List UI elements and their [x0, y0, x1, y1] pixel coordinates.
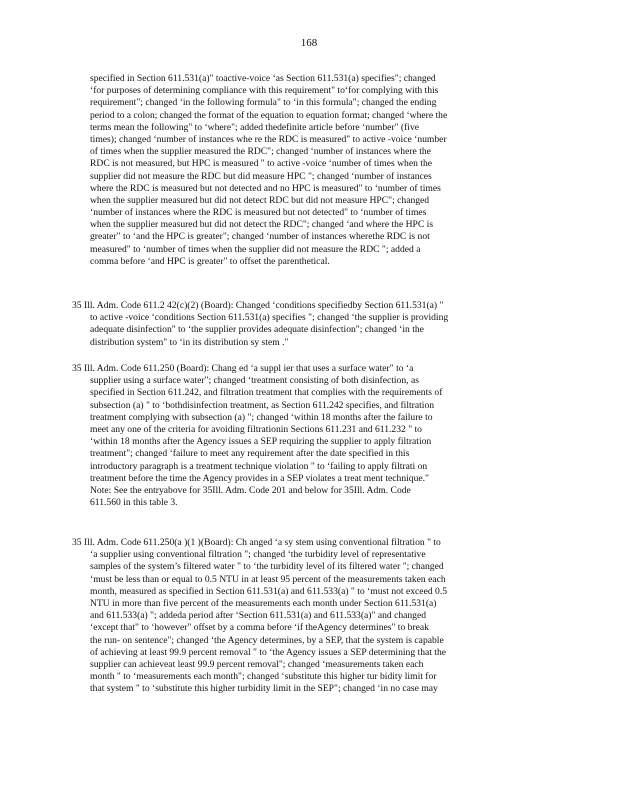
text-line: where the RDC is measured but not detected and no HPC is measured" to ‘number of times [90, 182, 441, 194]
text-line: month " to ‘measurements each month"; changed ‘substitute this higher tur bidity limit for [90, 671, 437, 683]
text-line: when the supplier measured but did not detect RDC but did not measure HPC"; changed [90, 194, 430, 206]
entry-heading-line: 35 Ill. Adm. Code 611.250(a )(1 )(Board): Ch anged ‘a sy stem using conventional filtration " to [72, 537, 441, 548]
text-line: and 611.533(a) "; addeda period after ‘Section 611.531(a) and 611.533(a)" and changed [90, 610, 427, 622]
paragraph-continued [72, 73, 540, 268]
text-line: 611.560 in this table 3. [90, 497, 178, 509]
text-line: measured" to ‘number of times when the supplier did not measure the RDC "; added a [90, 243, 421, 255]
text-line: the run- on sentence"; changed ‘the Agency determines, by a SEP, that the system is capable [90, 634, 444, 646]
text-line: supplier using a surface water"; changed ‘treatment consisting of both disinfection, as [90, 375, 419, 387]
text-line: ‘within 18 months after the Agency issues a SEP requiring the supplier to apply filtration [90, 436, 432, 448]
text-line: distribution system" to ‘in its distribution sy stem ." [90, 336, 289, 348]
text-line: when the supplier measured but did not detect the RDC"; changed ‘and where the HPC is [90, 219, 434, 231]
entry-heading-line: 35 Ill. Adm. Code 611.250 (Board): Chang ed ‘a suppl ier that uses a surface water" to ‘a [72, 363, 414, 374]
text-line: requirement"; changed ‘in the following formula" to ‘in this formula"; changed the ending [90, 97, 437, 109]
text-line: samples of the system’s filtered water " to ‘the turbidity level of its filtered water "; changed [90, 561, 444, 573]
text-line: times); changed ‘number of instances whe re the RDC is measured" to active -voice ‘number [90, 133, 447, 145]
paragraph-611-250 [72, 363, 540, 509]
text-line: Note: See the entryabove for 35Ill. Adm. Code 201 and below for 35Ill. Adm. Code [90, 484, 411, 496]
text-line: supplier can achieveat least 99.9 percent removal"; changed ‘measurements taken each [90, 658, 424, 670]
text-line: specified in Section 611.242, and filtration treatment that complies with the requirements of [90, 387, 443, 399]
paragraph-611-250-a-1 [72, 537, 540, 695]
text-line: ‘for purposes of determining compliance with this requirement" to‘for complying with this [90, 85, 439, 97]
text-line: ‘a supplier using conventional filtration "; changed ‘the turbidity level of representative [90, 549, 426, 561]
text-line: ‘number of instances where the RDC is measured but not detected" to ‘number of times [90, 207, 427, 219]
text-line: supplier did not measure the RDC but did measure HPC "; changed ‘number of instances [90, 170, 432, 182]
entry-heading-line: 35 Ill. Adm. Code 611.2 42(c)(2) (Board): Changed ‘conditions specifiedby Section 611.531(a) " [72, 300, 444, 311]
text-line: that system " to ‘substitute this higher turbidity limit in the SEP"; changed ‘in no case may [90, 683, 438, 695]
text-line: introductory paragraph is a treatment technique violation " to ‘failing to apply filtrati on [90, 460, 428, 472]
text-line: subsection (a) " to ‘bothdisinfection treatment, as Section 611.242 specifies, and filtration [90, 399, 435, 411]
text-line: month, measured as specified in Section 611.531(a) and 611.533(a) " to ‘must not exceed 0.5 [90, 585, 448, 597]
text-line: ‘must be less than or equal to 0.5 NTU in at least 95 percent of the measurements taken each [90, 573, 446, 585]
text-line: meet any one of the criteria for avoiding filtrationin Sections 611.231 and 611.232 " to [90, 423, 422, 435]
text-line: RDC is not measured, but HPC is measured " to active -voice ‘number of times when the [90, 158, 433, 170]
paragraph-611-242-c-2 [72, 300, 540, 349]
text-line: comma before ‘and HPC is greater" to offset the parenthetical. [90, 255, 330, 267]
text-line: period to a colon; changed the format of the equation to equation format; changed ‘where the [90, 109, 448, 121]
text-line: of times when the supplier measured the RDC"; changed ‘number of instances where the [90, 146, 431, 158]
text-line: ‘except that" to ‘however" offset by a comma before ‘if theAgency determines" to break [90, 622, 429, 634]
text-line: treatment"; changed ‘failure to meet any requirement after the date specified in this [90, 448, 410, 460]
text-line: terms mean the following" to ‘where"; added thedefinite article before ‘number" (five [90, 121, 420, 133]
text-line: specified in Section 611.531(a)" toactive-voice ‘as Section 611.531(a) specifies"; changed [90, 73, 436, 84]
text-line: treatment before the time the Agency provides in a SEP violates a treat ment technique." [90, 472, 429, 484]
text-line: adequate disinfection" to ‘the supplier provides adequate disinfection"; changed ‘in the [90, 324, 424, 336]
text-line: greater" to ‘and the HPC is greater"; changed ‘number of instances wherethe RDC is not [90, 231, 430, 243]
text-line: of achieving at least 99.9 percent removal " to ‘the Agency issues a SEP determining that the [90, 646, 447, 658]
page-number: 168 [300, 37, 318, 49]
text-line: NTU in more than five percent of the measurements each month under Section 611.531(a) [90, 597, 437, 609]
text-line: treatment complying with subsection (a) "; changed ‘within 18 months after the failure to [90, 411, 433, 423]
text-line: to active -voice ‘conditions Section 611.531(a) specifies "; changed ‘the supplier is providing [90, 312, 449, 324]
